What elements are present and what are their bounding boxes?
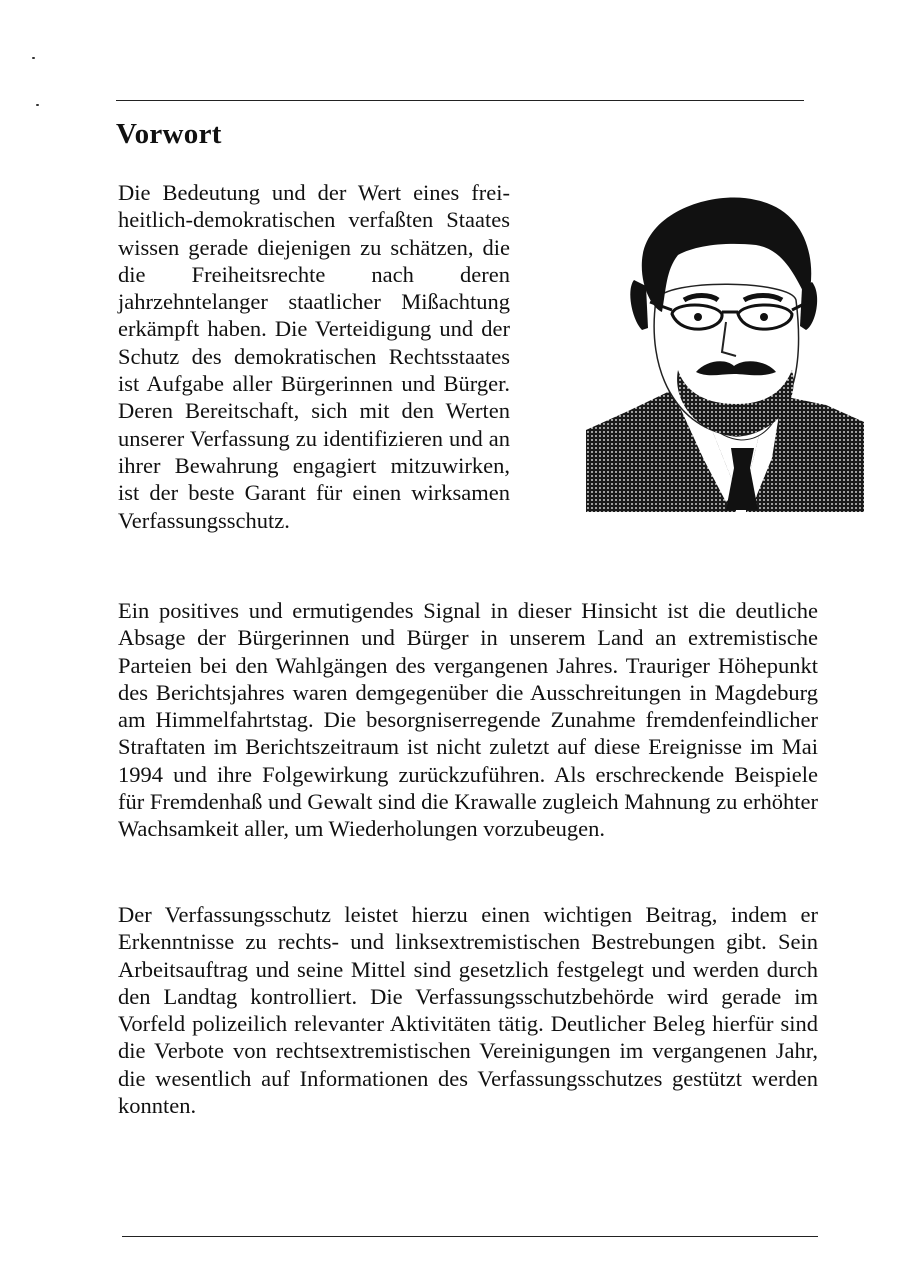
page-title: Vorwort [116, 118, 222, 150]
author-portrait [586, 190, 864, 516]
scan-speck [36, 104, 39, 106]
paragraph-signal: Ein positives und ermutigendes Signal in dieser Hinsicht ist die deutliche Absage der Bürgerinnen und Bürger in unserem Land an extremistische Parteien bei den Wahlgängen des vergangenen Jahres. Trauriger Höhepunkt des Berichtsjahres waren demgegenüber die Ausschreitungen in Magdeburg am Himmelfahrtstag. Die besorgniserregende Zunahme fremdenfeindlicher Straftaten im Berichtszeitraum ist nicht zuletzt auf diese Ereignisse im Mai 1994 und ihre Folgewirkung zurückzuführen. Als erschreckende Beispiele für Fremdenhaß und Gewalt sind die Krawalle zugleich Mahnung zu erhöhter Wachsamkeit aller, um Wiederholungen vorzubeugen. [118, 598, 818, 842]
paragraph-intro: Die Bedeutung und der Wert eines freiheitlich-demokratischen verfaßten Staates wissen gerade diejenigen zu schätzen, die die Freiheitsrechte nach deren jahrzehntelanger staatlicher Mißachtung erkämpft haben. Die Verteidigung und der Schutz des demokratischen Rechtsstaates ist Aufgabe aller Bürgerinnen und Bürger. Deren Bereitschaft, sich mit den Werten unserer Verfassung zu identifizieren und an ihrer Bewahrung engagiert mitzuwirken, ist der beste Garant für einen wirksamen Verfassungsschutz. [118, 180, 510, 533]
paragraph-verfassungsschutz: Der Verfassungsschutz leistet hierzu einen wichtigen Beitrag, indem er Erkenntnisse zu rechts- und linksextremistischen Bestrebungen gibt. Sein Arbeitsauftrag und seine Mittel sind gesetzlich festgelegt und werden durch den Landtag kontrolliert. Die Verfassungsschutzbehörde wird gerade im Vorfeld polizeilich relevanter Aktivitäten tätig. Deutlicher Beleg hierfür sind die Verbote von rechtsextremistischen Vereinigungen im vergangenen Jahr, die wesentlich auf Informationen des Verfassungsschutzes gestützt werden konnten. [118, 902, 818, 1119]
scan-speck [32, 57, 35, 59]
top-rule [116, 100, 804, 101]
bottom-rule [122, 1236, 818, 1237]
